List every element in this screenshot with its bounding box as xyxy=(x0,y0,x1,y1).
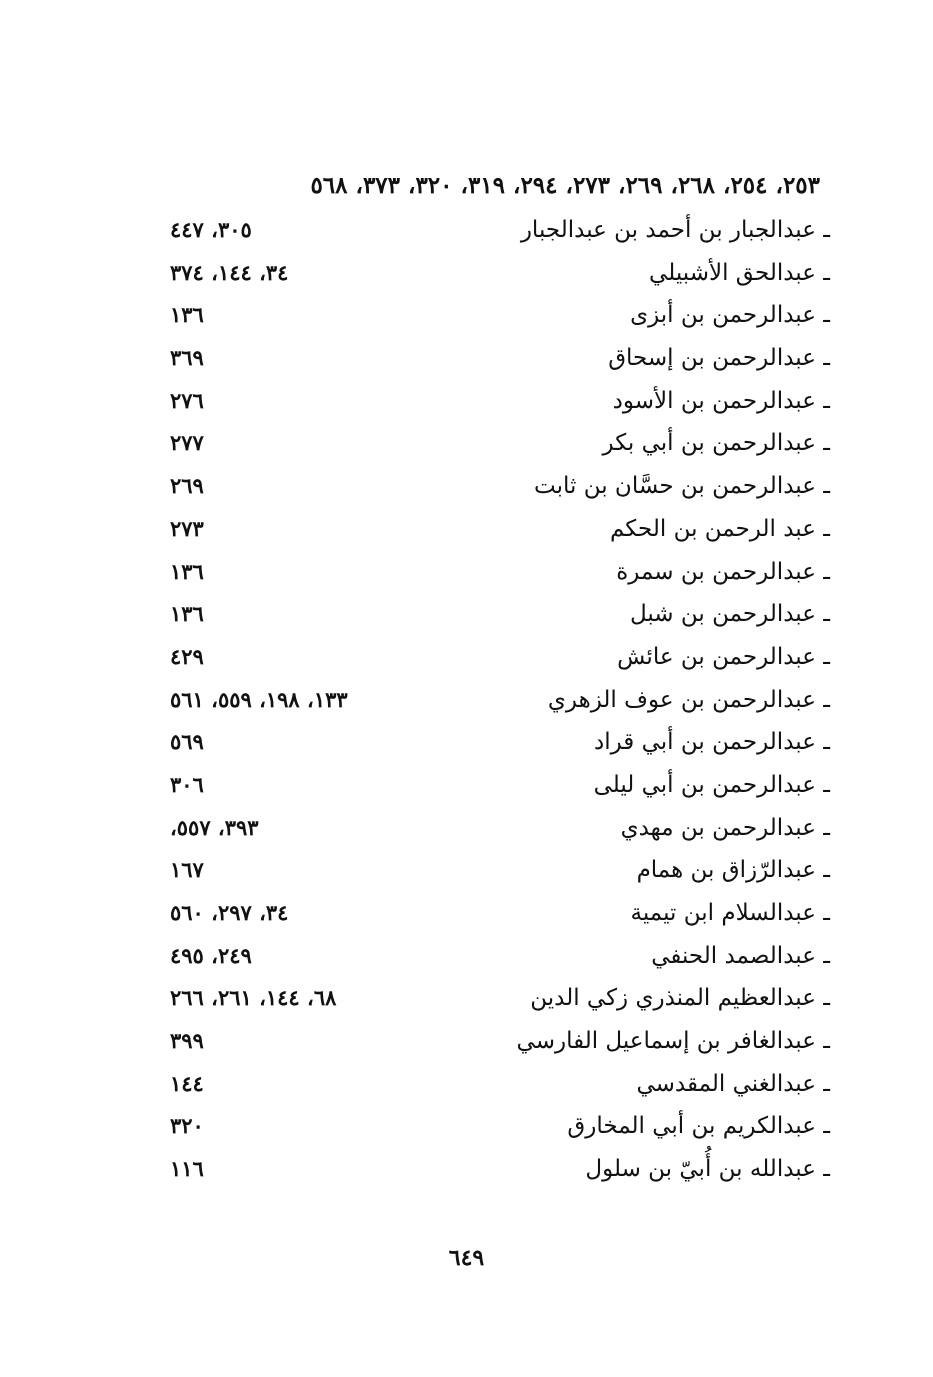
index-entry xyxy=(170,337,830,380)
entry-pages: ٢٧٧ xyxy=(170,430,204,456)
entry-name: ـ عبدالكريم بن أبي المخارق xyxy=(567,1113,830,1140)
entry-pages: ٦٨، ١٤٤، ٢٦١، ٢٦٦ xyxy=(170,985,337,1011)
index-entry xyxy=(170,422,830,465)
entry-pages: ٣٠٥، ٤٤٧ xyxy=(170,217,252,242)
entry-name: ـ عبدالغني المقدسي xyxy=(636,1070,830,1097)
index-entry xyxy=(170,465,830,508)
entry-name: ـ عبدالرحمن بن سمرة xyxy=(616,558,830,585)
entry-pages: ٣٠٦ xyxy=(170,771,204,797)
entry-name: ـ عبدالغافر بن إسماعيل الفارسي xyxy=(516,1028,830,1055)
entry-pages: ٣٢٠ xyxy=(170,1113,204,1139)
entry-pages: ١٤٤ xyxy=(170,1070,204,1096)
entry-pages: ٥٦٩ xyxy=(170,729,204,755)
entry-name: ـ عبدالله بن أُبيّ بن سلول xyxy=(585,1156,830,1183)
entry-pages: ٢٧٣ xyxy=(170,515,204,541)
index-entry xyxy=(170,294,830,337)
entry-name: ـ عبدالرحمن بن شبل xyxy=(629,601,830,628)
index-entry xyxy=(170,721,830,764)
index-entry xyxy=(170,593,830,636)
entry-name: ـ عبد الرحمن بن الحكم xyxy=(610,515,830,542)
index-entry xyxy=(170,679,830,722)
index-entry xyxy=(170,807,830,850)
index-entry xyxy=(170,551,830,594)
entry-pages: ٣٩٣، ٥٥٧، xyxy=(170,814,259,840)
index-entry xyxy=(170,1105,830,1148)
index-entry xyxy=(170,636,830,679)
index-entry xyxy=(170,849,830,892)
entry-name: ـ عبدالرحمن بن أبي ليلى xyxy=(593,771,830,798)
entry-name: ـ عبدالرحمن بن أبزى xyxy=(630,302,830,329)
index-entry xyxy=(170,935,830,978)
entry-name: ـ عبدالرحمن بن إسحاق xyxy=(608,345,830,372)
index-entry xyxy=(170,508,830,551)
index-entry xyxy=(170,252,830,295)
page-number: ٦٤٩ xyxy=(448,1245,485,1271)
entry-pages: ٢٦٩ xyxy=(170,473,204,499)
entry-pages: ٢٤٩، ٤٩٥ xyxy=(170,942,252,968)
entry-name: ـ عبدالجبار بن أحمد بن عبدالجبار xyxy=(520,217,830,243)
index-entry-list xyxy=(170,209,830,1191)
entry-pages: ٣٦٩ xyxy=(170,345,204,371)
entry-pages: ١١٦ xyxy=(170,1156,204,1182)
index-entry xyxy=(170,1148,830,1191)
entry-name: ـ عبدالرحمن بن أبي قراد xyxy=(593,729,830,756)
entry-pages: ١٣٣، ١٩٨، ٥٥٩، ٥٦١ xyxy=(170,686,348,712)
index-entry xyxy=(170,1020,830,1063)
entry-pages: ٤٢٩ xyxy=(170,643,204,669)
index-entry xyxy=(170,209,830,252)
entry-name: ـ عبدالرحمن بن عائش xyxy=(617,643,830,670)
entry-pages: ٣٤، ١٤٤، ٣٧٤ xyxy=(170,259,289,285)
entry-name: ـ عبدالحق الأشبيلي xyxy=(649,259,830,286)
entry-pages: ٢٧٦ xyxy=(170,387,204,413)
entry-name: ـ عبدالرحمن بن عوف الزهري xyxy=(547,686,830,713)
entry-name: ـ عبدالرحمن بن مهدي xyxy=(620,814,830,841)
entry-name: ـ عبدالصمد الحنفي xyxy=(651,942,830,969)
entry-pages: ٣٩٩ xyxy=(170,1028,204,1054)
entry-pages: ٣٤، ٢٩٧، ٥٦٠ xyxy=(170,900,289,925)
index-entry xyxy=(170,380,830,423)
entry-name: ـ عبدالرحمن بن الأسود xyxy=(612,387,830,414)
index-entry xyxy=(170,1063,830,1106)
continuation-page-list: ٢٥٣، ٢٥٤، ٢٦٨، ٢٦٩، ٢٧٣، ٢٩٤، ٣١٩، ٣٢٠، ٣٧٣، ٥٦٨ xyxy=(310,172,820,199)
entry-name: ـ عبدالرحمن بن حسَّان بن ثابت xyxy=(534,473,830,500)
entry-name: ـ عبدالرّزاق بن همام xyxy=(636,857,830,884)
index-entry xyxy=(170,977,830,1020)
entry-name: ـ عبدالعظيم المنذري زكي الدين xyxy=(530,985,830,1012)
entry-pages: ١٣٦ xyxy=(170,601,204,627)
entry-pages: ١٦٧ xyxy=(170,857,204,883)
entry-name: ـ عبدالرحمن بن أبي بكر xyxy=(602,430,830,457)
entry-name: ـ عبدالسلام ابن تيمية xyxy=(630,900,830,926)
entry-pages: ١٣٦ xyxy=(170,302,204,328)
entry-pages: ١٣٦ xyxy=(170,558,204,584)
index-entry xyxy=(170,764,830,807)
index-entry xyxy=(170,892,830,935)
